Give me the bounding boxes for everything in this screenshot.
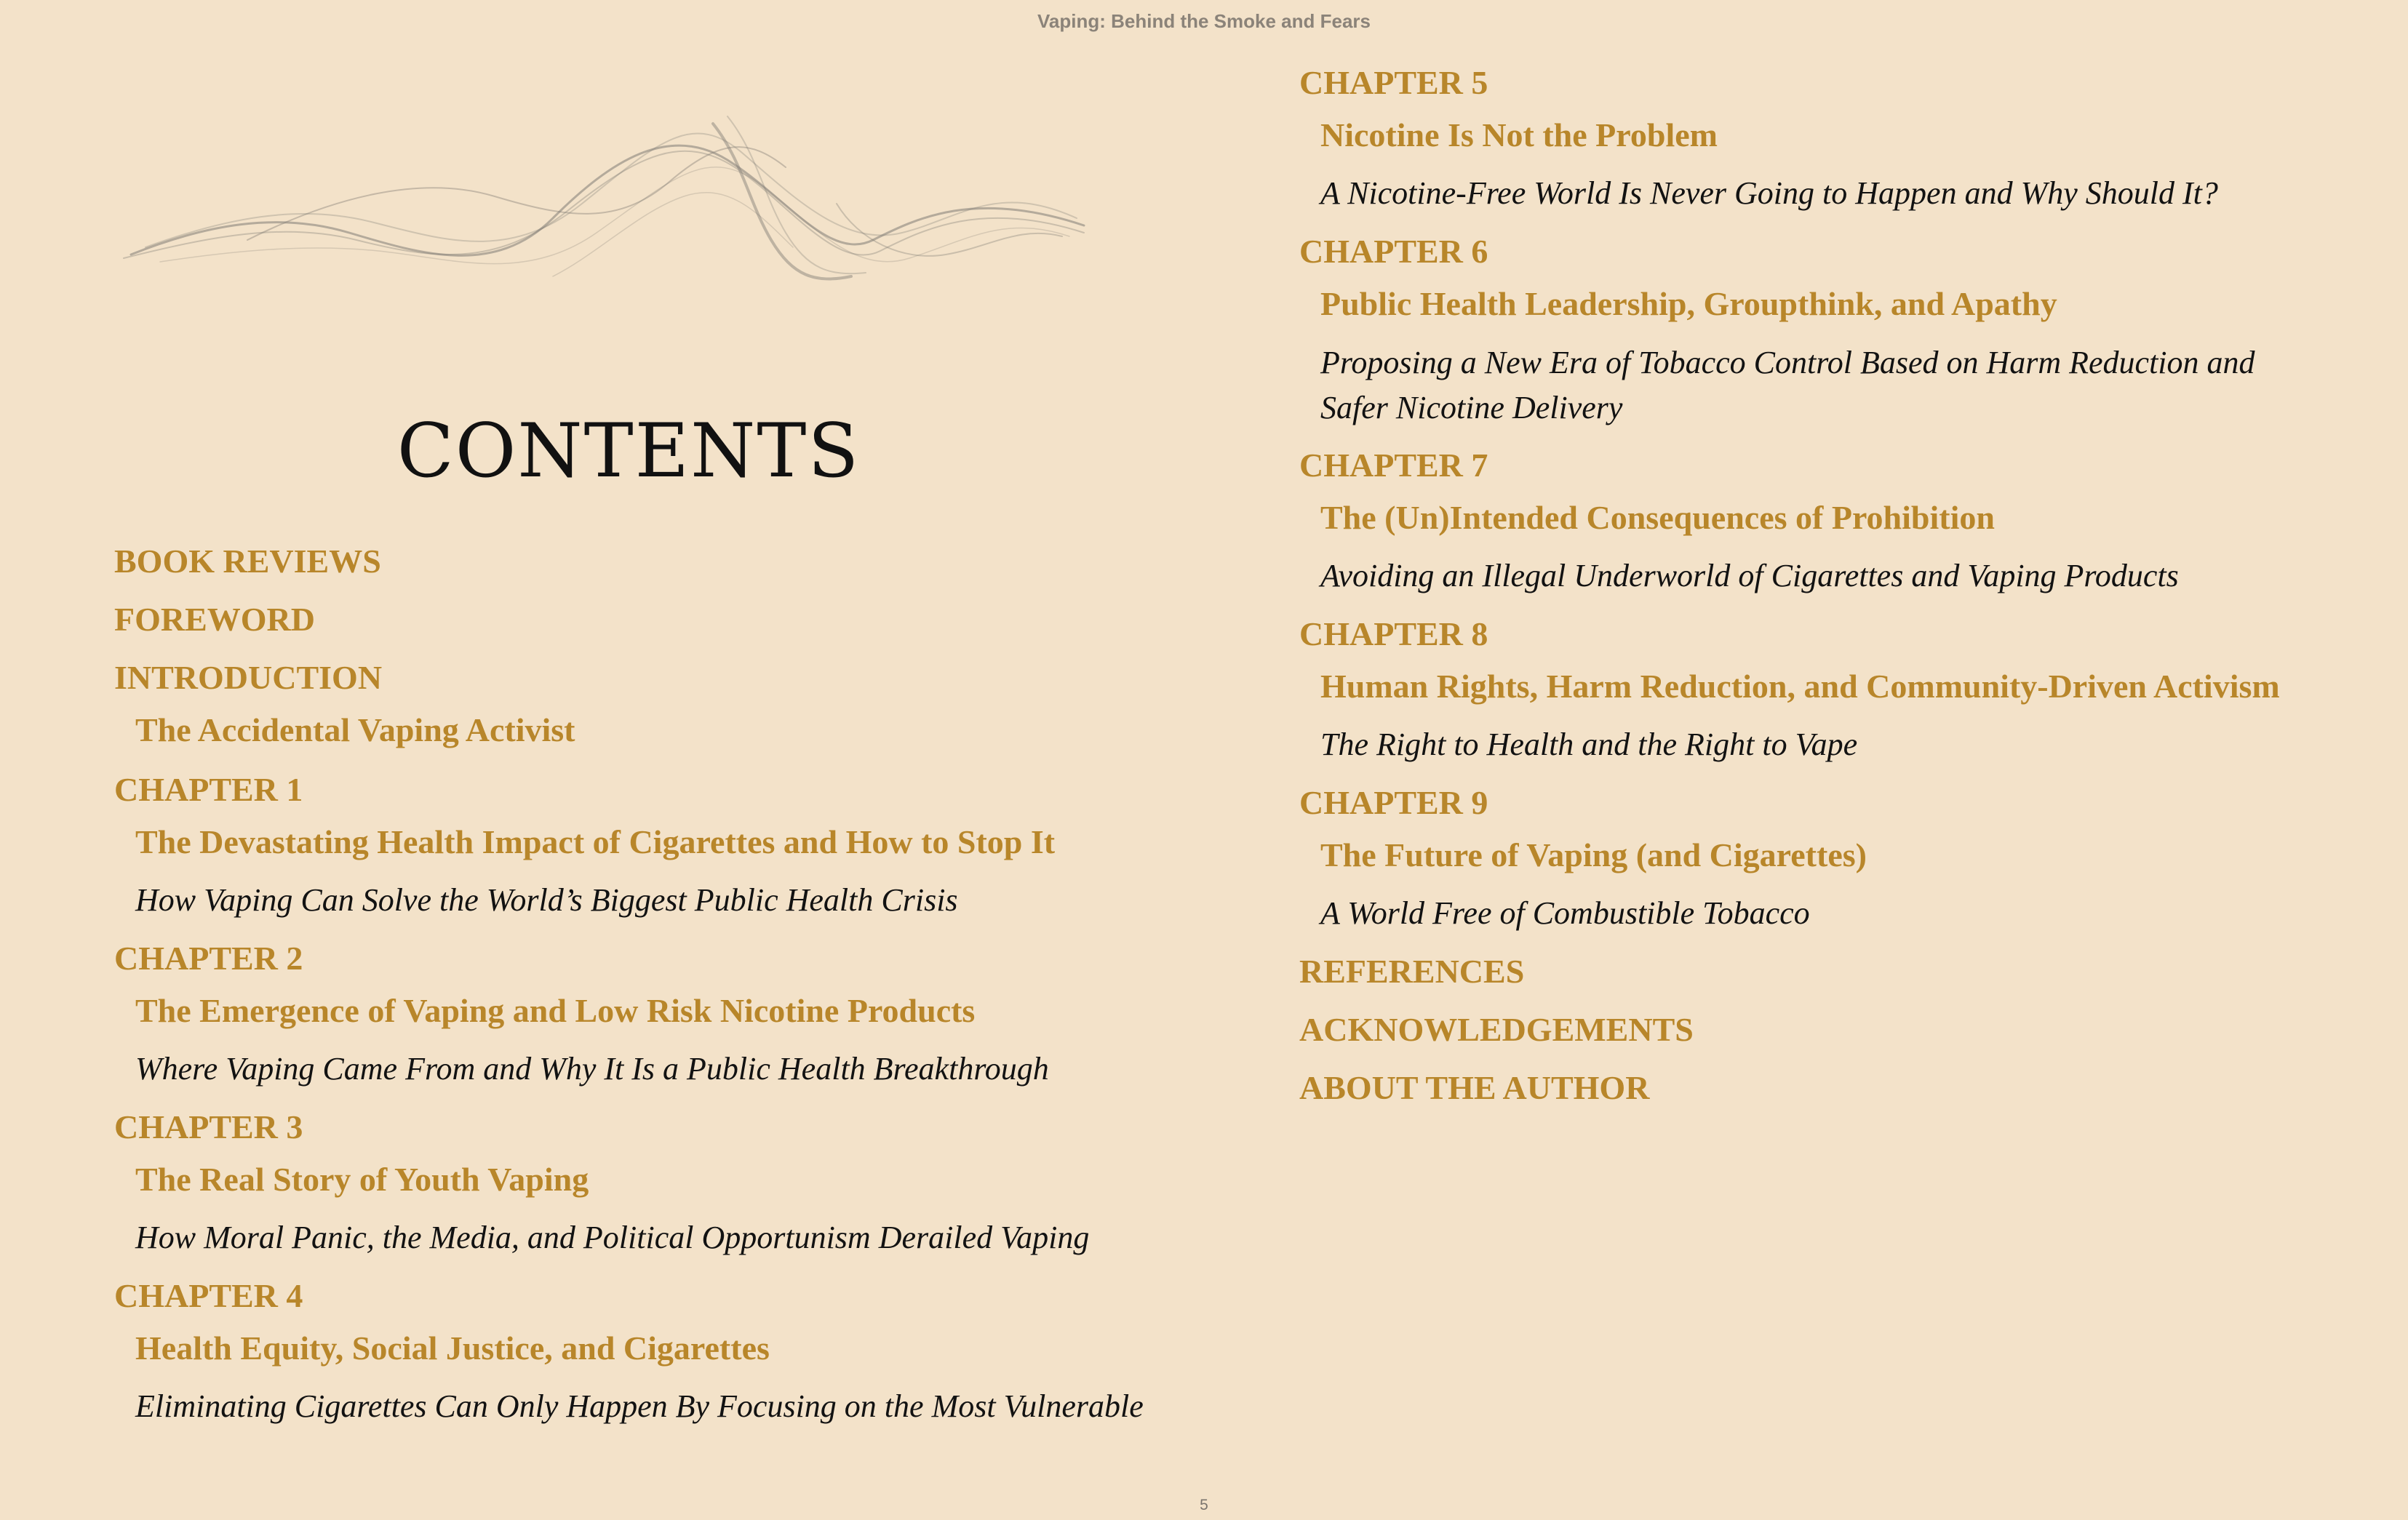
- toc-introduction-title[interactable]: The Accidental Vaping Activist: [135, 711, 575, 748]
- toc-chapter-2-label[interactable]: CHAPTER 2: [114, 940, 303, 977]
- toc-chapter-1-subtitle: How Vaping Can Solve the World’s Biggest Public Health Crisis: [135, 882, 958, 918]
- toc-chapter-6-label[interactable]: CHAPTER 6: [1299, 233, 1488, 270]
- toc-chapter-6-title[interactable]: Public Health Leadership, Groupthink, and Apathy: [1320, 285, 2057, 322]
- toc-about-the-author[interactable]: ABOUT THE AUTHOR: [1299, 1069, 1650, 1106]
- toc-chapter-9-label[interactable]: CHAPTER 9: [1299, 784, 1488, 821]
- toc-chapter-1-label[interactable]: CHAPTER 1: [114, 771, 303, 808]
- page-number: 5: [1200, 1497, 1208, 1513]
- toc-chapter-3-title[interactable]: The Real Story of Youth Vaping: [135, 1161, 589, 1198]
- toc-book-reviews[interactable]: BOOK REVIEWS: [114, 543, 381, 580]
- contents-heading: CONTENTS: [396, 408, 861, 495]
- toc-chapter-9-subtitle: A World Free of Combustible Tobacco: [1320, 895, 1810, 931]
- toc-chapter-7-label[interactable]: CHAPTER 7: [1299, 447, 1488, 484]
- toc-chapter-7-title[interactable]: The (Un)Intended Consequences of Prohibition: [1320, 499, 1995, 536]
- toc-references[interactable]: REFERENCES: [1299, 953, 1525, 990]
- toc-chapter-6-subtitle: Proposing a New Era of Tobacco Control Based on Harm Reduction and Safer Nicotine Delivery: [1320, 345, 2255, 425]
- toc-chapter-5-label[interactable]: CHAPTER 5: [1299, 64, 1488, 101]
- toc-chapter-3-subtitle: How Moral Panic, the Media, and Political Opportunism Derailed Vaping: [135, 1220, 1090, 1255]
- toc-foreword[interactable]: FOREWORD: [114, 601, 315, 638]
- toc-chapter-8-label[interactable]: CHAPTER 8: [1299, 615, 1488, 652]
- toc-acknowledgements[interactable]: ACKNOWLEDGEMENTS: [1299, 1011, 1694, 1048]
- toc-chapter-3-label[interactable]: CHAPTER 3: [114, 1108, 303, 1145]
- toc-chapter-5-title[interactable]: Nicotine Is Not the Problem: [1320, 116, 1718, 153]
- toc-chapter-4-title[interactable]: Health Equity, Social Justice, and Cigarettes: [135, 1329, 770, 1367]
- toc-chapter-9-title[interactable]: The Future of Vaping (and Cigarettes): [1320, 836, 1867, 873]
- toc-chapter-2-subtitle: Where Vaping Came From and Why It Is a Public Health Breakthrough: [135, 1051, 1049, 1087]
- toc-chapter-1-title[interactable]: The Devastating Health Impact of Cigarettes and How to Stop It: [135, 823, 1056, 860]
- toc-chapter-7-subtitle: Avoiding an Illegal Underworld of Cigarettes and Vaping Products: [1320, 558, 2179, 593]
- toc-chapter-8-subtitle: The Right to Health and the Right to Vape: [1320, 727, 1858, 762]
- toc-chapter-5-subtitle: A Nicotine-Free World Is Never Going to Happen and Why Should It?: [1320, 175, 2218, 211]
- toc-chapter-8-title[interactable]: Human Rights, Harm Reduction, and Community-Driven Activism: [1320, 668, 2280, 705]
- running-header-title: Vaping: Behind the Smoke and Fears: [1037, 10, 1371, 32]
- toc-introduction[interactable]: INTRODUCTION: [114, 659, 383, 696]
- toc-chapter-2-title[interactable]: The Emergence of Vaping and Low Risk Nicotine Products: [135, 992, 976, 1029]
- toc-chapter-4-label[interactable]: CHAPTER 4: [114, 1277, 303, 1314]
- smoke-swirl-icon: [116, 95, 1120, 356]
- toc-chapter-4-subtitle: Eliminating Cigarettes Can Only Happen By Focusing on the Most Vulnerable: [135, 1388, 1144, 1424]
